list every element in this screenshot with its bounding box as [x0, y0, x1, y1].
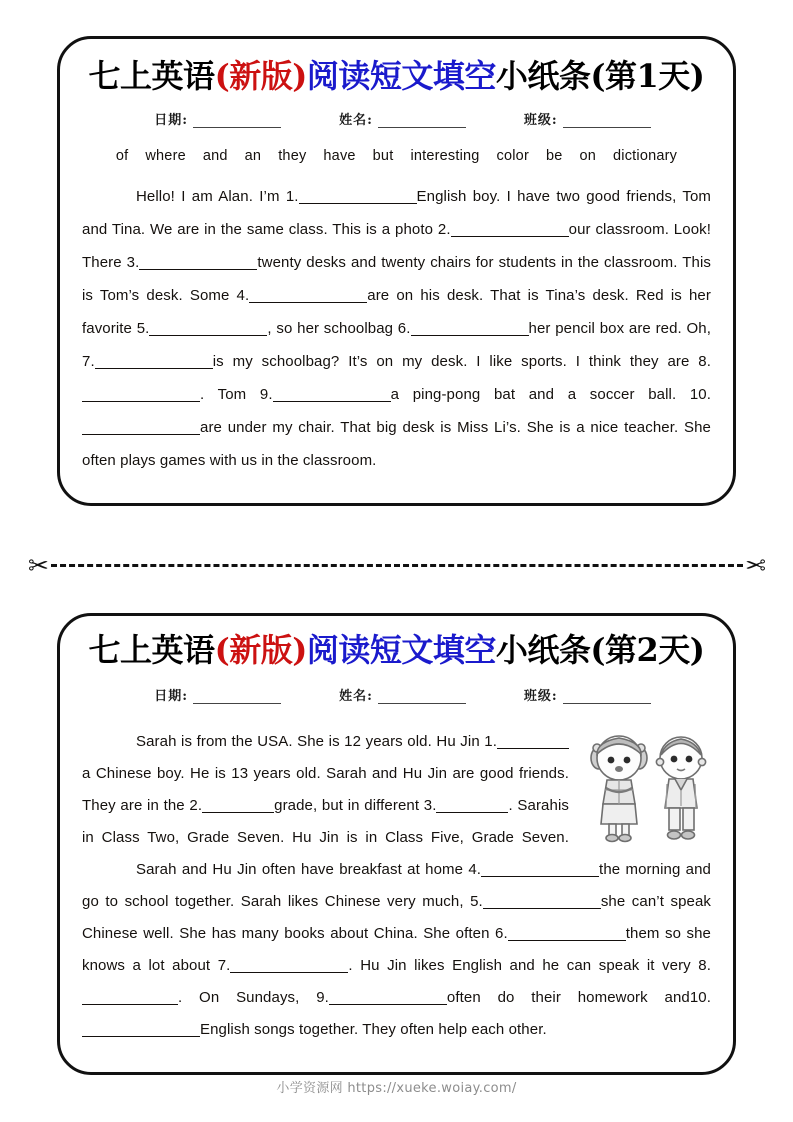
passage-day1 [82, 180, 711, 477]
answer-blank-9[interactable] [273, 401, 391, 402]
date-label: 日期: [154, 688, 189, 704]
passage-segment: . On Sundays, 9. [178, 988, 329, 1006]
class-blank[interactable] [563, 115, 651, 128]
word-bank-item: color [496, 147, 529, 164]
word-bank-item: they [278, 147, 307, 164]
passage-segment: , so her schoolbag 6. [267, 319, 411, 337]
word-bank-item: but [372, 147, 394, 164]
name-label: 姓名: [339, 112, 373, 128]
name-label: 姓名: [339, 688, 373, 704]
answer-blank-8[interactable] [82, 401, 200, 402]
class-field[interactable] [524, 109, 651, 128]
scissors-icon: ✂ [28, 550, 49, 580]
passage-segment: is my schoolbag? It’s on my desk. I like sports. I think they are 8. [212, 352, 711, 370]
dashed-cut-line [51, 564, 743, 567]
passage-segment: often do their homework and10. [446, 988, 711, 1006]
title-segment-day: 小纸条(第1天) [495, 57, 705, 95]
answer-blank-4[interactable] [249, 302, 367, 303]
passage-segment: . Sarahis in Class Two, Grade Seven. Hu Jin is in Class Five, Grade Seven. [82, 796, 569, 846]
answer-blank-8[interactable] [82, 1004, 178, 1005]
meta-row-day1 [60, 109, 733, 128]
answer-blank-9[interactable] [329, 1004, 447, 1005]
title-segment-day: 小纸条(第2天) [495, 631, 705, 669]
word-bank-item: where [145, 147, 186, 164]
passage-segment: she can’t speak Chinese well. She has many books about China. She often 6. [82, 892, 711, 942]
word-bank-item: and [202, 147, 228, 164]
date-blank[interactable] [193, 115, 281, 128]
title-segment-activity: 阅读短文填空 [306, 631, 496, 669]
answer-blank-10[interactable] [82, 434, 200, 435]
card-title-day2 [60, 633, 733, 669]
passage-segment: Sarah and Hu Jin often have breakfast at home 4. [136, 860, 482, 878]
passage-segment: are on his desk. That is Tina’s desk. Red is her favorite 5. [82, 286, 711, 337]
answer-blank-2[interactable] [451, 236, 569, 237]
passage-segment: Sarah is from the USA. She is 12 years old. Hu Jin 1. [136, 732, 497, 750]
class-label: 班级: [523, 112, 558, 128]
worksheet-card-day1 [57, 36, 736, 506]
passage-segment: them so she knows a lot about 7. [82, 924, 711, 974]
passage-segment: English boy. I have two good friends, Tom and Tina. We are in the same class. This is a photo 2. [82, 187, 711, 238]
answer-blank-3[interactable] [139, 269, 257, 270]
passage-segment: the morning and go to school together. Sarah likes Chinese very much, 5. [82, 860, 711, 910]
word-bank-item: be [545, 147, 563, 164]
passage-segment: a ping-pong bat and a soccer ball. 10. [390, 385, 711, 403]
answer-blank-4[interactable] [481, 876, 599, 877]
word-bank-item: dictionary [613, 147, 678, 164]
two-children-illustration [577, 728, 709, 846]
passage-segment: our classroom. Look! There 3. [82, 220, 712, 271]
date-field[interactable] [154, 109, 281, 128]
class-label: 班级: [523, 688, 558, 704]
passage-segment: her pencil box are red. Oh, 7. [82, 319, 711, 370]
answer-blank-10[interactable] [82, 1036, 200, 1037]
class-blank[interactable] [563, 691, 651, 704]
title-segment-activity: 阅读短文填空 [306, 57, 496, 95]
passage-text-day1 [82, 180, 711, 477]
word-bank [60, 148, 733, 164]
passage-segment: . Tom 9. [200, 385, 273, 403]
word-bank-item: have [323, 147, 356, 164]
passage-segment: twenty desks and twenty chairs for students in the classroom. This is Tom’s desk. Some 4. [82, 253, 711, 304]
name-blank[interactable] [378, 115, 466, 128]
title-segment-subject: 七上英语 [88, 631, 215, 669]
answer-blank-5[interactable] [483, 908, 601, 909]
answer-blank-5[interactable] [149, 335, 267, 336]
passage-segment: grade, but in different 3. [274, 796, 437, 814]
passage-segment: a Chinese boy. He is 13 years old. Sarah and Hu Jin are good friends. They are in the 2. [82, 764, 569, 814]
passage-segment: are under my chair. That big desk is Miss Li’s. She is a nice teacher. She often plays games with us in the classroom. [82, 418, 711, 469]
footer-watermark: 小学资源网 https://xueke.woiay.com/ [276, 1081, 517, 1096]
name-field[interactable] [339, 685, 466, 704]
passage-segment: English songs together. They often help each other. [200, 1020, 547, 1038]
passage-day2 [82, 726, 711, 1046]
answer-blank-7[interactable] [95, 368, 213, 369]
answer-blank-2[interactable] [202, 812, 274, 813]
word-bank-item: an [244, 147, 262, 164]
scissors-icon: ✂ [745, 550, 766, 580]
date-blank[interactable] [193, 691, 281, 704]
passage-segment: . Hu Jin likes English and he can speak it very 8. [348, 956, 711, 974]
meta-row-day2 [60, 685, 733, 704]
answer-blank-6[interactable] [508, 940, 626, 941]
title-segment-edition: (新版) [214, 57, 307, 95]
cut-line-divider [28, 552, 766, 578]
worksheet-card-day2 [57, 613, 736, 1075]
answer-blank-3[interactable] [436, 812, 508, 813]
title-segment-subject: 七上英语 [88, 57, 215, 95]
date-field[interactable] [154, 685, 281, 704]
name-field[interactable] [339, 109, 466, 128]
answer-blank-7[interactable] [230, 972, 348, 973]
word-bank-item: on [579, 147, 597, 164]
date-label: 日期: [154, 112, 189, 128]
name-blank[interactable] [378, 691, 466, 704]
answer-blank-6[interactable] [411, 335, 529, 336]
class-field[interactable] [524, 685, 651, 704]
word-bank-item: interesting [410, 147, 480, 164]
answer-blank-1[interactable] [299, 203, 417, 204]
word-bank-item: of [115, 147, 129, 164]
answer-blank-1[interactable] [497, 748, 569, 749]
title-segment-edition: (新版) [214, 631, 307, 669]
card-title-day1 [60, 59, 733, 95]
passage-segment: Hello! I am Alan. I’m 1. [136, 187, 299, 205]
